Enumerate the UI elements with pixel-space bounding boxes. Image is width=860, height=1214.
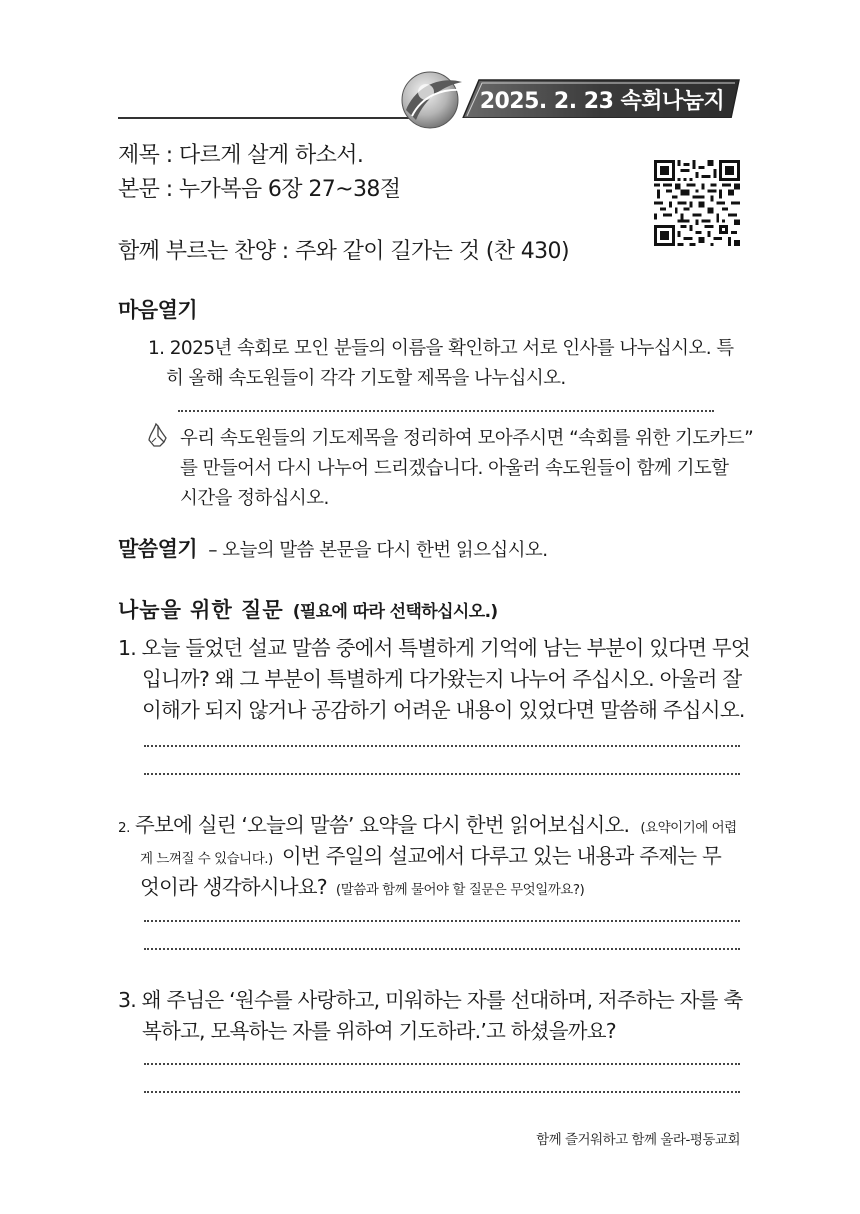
question-2-main-3: 엇이라 생각하시나요? bbox=[140, 875, 327, 899]
qr-code[interactable] bbox=[654, 160, 740, 246]
church-logo-icon bbox=[396, 66, 466, 132]
answer-line bbox=[144, 1063, 740, 1065]
answer-line bbox=[144, 948, 740, 950]
answer-line bbox=[144, 773, 740, 775]
hymn-line: 함께 부르는 찬양 : 주와 같이 길가는 것 (찬 430) bbox=[118, 239, 569, 264]
header-rule bbox=[118, 117, 436, 119]
opening-note-line-3: 시간을 정하십시오. bbox=[180, 488, 329, 509]
footer-text: 함께 즐거워하고 함께 울라-평동교회 bbox=[536, 1132, 740, 1148]
answer-line bbox=[178, 410, 714, 412]
question-2-note-3: (말씀과 함께 물어야 할 질문은 무엇일까요?) bbox=[335, 882, 585, 898]
header-banner-text: 2025. 2. 23 속회나눔지 bbox=[479, 89, 725, 114]
opening-note-line-2: 를 만들어서 다시 나누어 드리겠습니다. 아울러 속도원들이 함께 기도할 bbox=[180, 458, 729, 479]
question-1-line-1: 1. 오늘 들었던 설교 말씀 중에서 특별하게 기억에 남는 부분이 있다면 무엇 bbox=[118, 636, 750, 660]
question-2-number: 2. bbox=[118, 820, 130, 836]
questions-heading-note: (필요에 따라 선택하십시오.) bbox=[292, 602, 498, 622]
answer-line bbox=[144, 745, 740, 747]
questions-heading: 나눔을 위한 질문 bbox=[118, 598, 284, 622]
questions-header bbox=[118, 594, 498, 624]
question-2-line-1 bbox=[118, 808, 737, 838]
question-2-main-2: 이번 주일의 설교에서 다루고 있는 내용과 주제는 무 bbox=[281, 844, 721, 868]
question-2-main-1: 주보에 실린 ‘오늘의 말씀’ 요약을 다시 한번 읽어보십시오. bbox=[134, 813, 630, 837]
answer-line bbox=[144, 920, 740, 922]
question-2-line-3 bbox=[140, 870, 584, 900]
word-heading: 말씀열기 bbox=[118, 537, 198, 561]
question-1-line-3: 이해가 되지 않거나 공감하기 어려운 내용이 있었다면 말씀해 주십시오. bbox=[142, 698, 745, 722]
opening-item-1-line-1: 1. 2025년 속회로 모인 분들의 이름을 확인하고 서로 인사를 나누십시오. 특 bbox=[148, 338, 734, 359]
sermon-title: 제목 : 다르게 살게 하소서. bbox=[118, 143, 364, 168]
word-section bbox=[118, 533, 547, 563]
answer-line bbox=[144, 1091, 740, 1093]
question-2-line-2 bbox=[140, 839, 721, 869]
praying-hands-icon bbox=[146, 422, 170, 448]
word-instruction: – 오늘의 말씀 본문을 다시 한번 읽으십시오. bbox=[208, 540, 548, 561]
question-2-note-1: (요약이기에 어렵 bbox=[640, 820, 737, 836]
opening-heading: 마음열기 bbox=[118, 298, 198, 322]
opening-note-line-1: 우리 속도원들의 기도제목을 정리하여 모아주시면 “속회를 위한 기도카드” bbox=[180, 428, 754, 449]
question-1-line-2: 입니까? 왜 그 부분이 특별하게 다가왔는지 나누어 주십시오. 아울러 잘 bbox=[142, 667, 742, 691]
question-3-line-2: 복하고, 모욕하는 자를 위하여 기도하라.’고 하셨을까요? bbox=[142, 1019, 616, 1043]
scripture-reference: 본문 : 누가복음 6장 27~38절 bbox=[118, 177, 401, 202]
question-3-line-1: 3. 왜 주님은 ‘원수를 사랑하고, 미워하는 자를 선대하며, 저주하는 자를 축 bbox=[118, 988, 743, 1012]
opening-item-1-line-2: 히 올해 속도원들이 각각 기도할 제목을 나누십시오. bbox=[166, 368, 566, 389]
question-2-note-2: 게 느껴질 수 있습니다.) bbox=[140, 851, 273, 867]
